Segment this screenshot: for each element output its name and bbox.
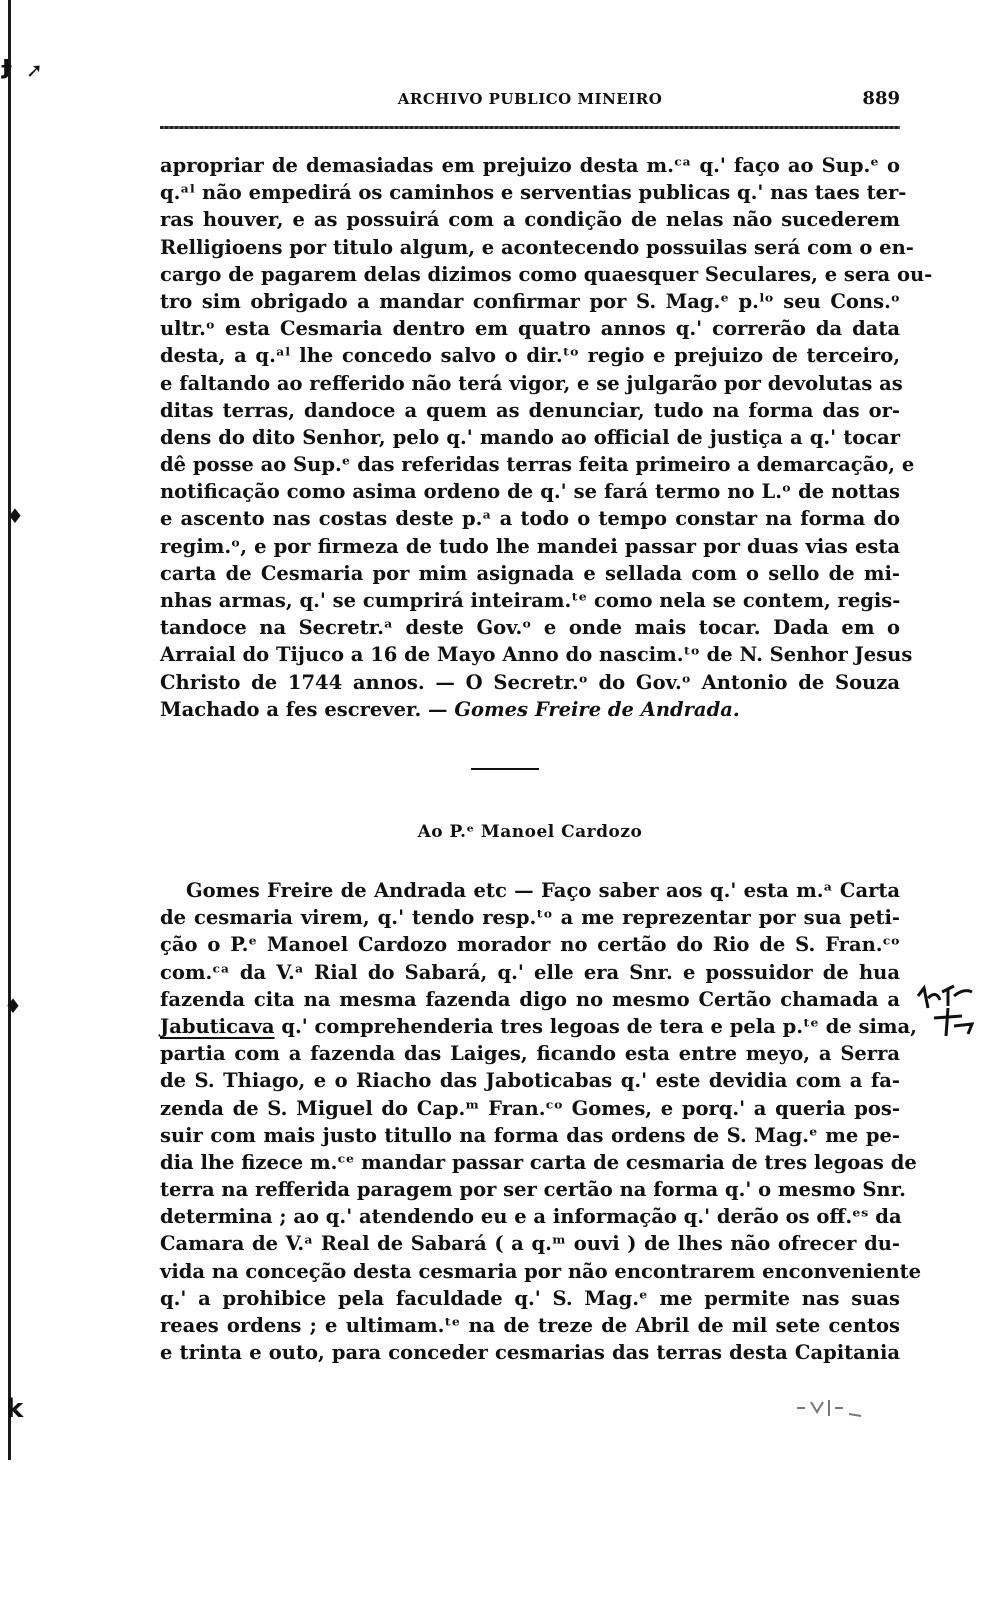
text-line: desta, a q.ᵃˡ lhe concedo salvo o dir.ᵗᵒ regio e prejuizo de terceiro, [160,344,900,368]
text-line: ção o P.ᵉ Manoel Cardozo morador no certão do Rio de S. Fran.ᶜᵒ [160,933,900,957]
section-divider [471,768,539,770]
text-line: dens do dito Senhor, pelo q.' mando ao official de justiça a q.' tocar [160,425,900,449]
section-title: Ao P.ᵉ Manoel Cardozo [417,822,643,842]
edge-mark-arrow: ➚ [26,58,43,82]
text-line: fazenda cita na mesma fazenda digo no mesmo Certão chamada a [160,987,900,1011]
text-line: tro sim obrigado a mandar confirmar por S. Mag.ᵉ p.ˡᵒ seu Cons.ᵒ [160,289,900,313]
text-line: e faltando ao refferido não terá vigor, e se julgarão por devolutas as [160,371,903,395]
text-line: ditas terras, dandoce a quem as denunciar, tudo na forma das or- [160,398,900,422]
text-line: regim.ᵒ, e por firmeza de tudo lhe mandei passar por duas vias esta [160,534,900,558]
text-line: zenda de S. Miguel do Cap.ᵐ Fran.ᶜᵒ Gomes, e porq.' a queria pos- [160,1096,900,1120]
signature: Gomes Freire de Andrada. [454,697,740,721]
text-line: notificação como asima ordeno de q.' se fará termo no L.ᵒ de nottas [160,480,900,504]
edge-mark-middle: ♦ [6,504,24,528]
text-line: tandoce na Secretr.ᵃ deste Gov.ᵒ e onde mais tocar. Dada em o [160,616,900,640]
header-rule [160,126,900,129]
text-line: ultr.ᵒ esta Cesmaria dentro em quatro annos q.' correrão da data [160,317,900,341]
handwritten-margin-note [914,978,978,1042]
text-line: Christo de 1744 annos. — O Secretr.ᵒ do Gov.ᵒ Antonio de Souza [160,670,900,694]
text-line: cargo de pagarem delas dizimos como quaesquer Seculares, e sera ou- [160,262,933,286]
underlined-line-rest: q.' comprehenderia tres legoas de tera e pela p.ᵗᵉ de sima, [274,1014,917,1038]
text-line: e ascento nas costas deste p.ᵃ a todo o tempo constar na forma do [160,507,900,531]
text-line: suir com mais justo titullo na forma das ordens de S. Mag.ᵉ me pe- [160,1123,900,1147]
running-header [160,90,900,116]
text-line: partia com a fazenda das Laiges, ficando esta entre meyo, a Serra [160,1042,900,1066]
edge-mark-bottom: k [6,1394,24,1424]
text-line: dia lhe fizece m.ᶜᵉ mandar passar carta de cesmaria de tres legoas de [160,1150,917,1174]
section-first-line: Gomes Freire de Andrada etc — Faço saber aos q.' esta m.ᵃ Carta [186,879,900,902]
text-line: dê posse ao Sup.ᵉ das referidas terras feita primeiro a demarcação, e [160,453,915,477]
text-line: de S. Thiago, e o Riacho das Jaboticabas q.' este devidia com a fa- [160,1069,900,1093]
text-line-indented [160,877,900,904]
text-line-last [160,696,900,723]
text-line: vida na conceção desta cesmaria por não encontrarem enconveniente [160,1259,922,1283]
closing-text: Machado a fes escrever. — [160,697,448,721]
text-line: Arraial do Tijuco a 16 de Mayo Anno do nascim.ᵗᵒ de N. Senhor Jesus [160,643,913,667]
text-line: apropriar de demasiadas em prejuizo desta m.ᶜᵃ q.' faço ao Sup.ᵉ o [160,154,900,177]
page-edge-rule [8,0,11,1460]
text-line: ras houver, e as possuirá com a condição de nelas não sucederem [160,208,900,232]
text-line: nhas armas, q.' se cumprirá inteiram.ᵗᵉ como nela se contem, regis- [160,589,901,612]
text-line: Relligioens por titulo algum, e acontecendo possuilas será com o en- [160,235,914,259]
page-number: 889 [862,88,900,109]
archive-title: ARCHIVO PUBLICO MINEIRO [397,90,663,108]
section-paragraph [160,877,922,1366]
text-line: q.ᵃˡ não empedirá os caminhos e serventias publicas q.' nas taes ter- [160,181,907,205]
text-line: carta de Cesmaria por mim asignada e sellada com o sello de mi- [160,561,900,585]
text-line: com.ᶜᵃ da V.ᵃ Rial do Sabará, q.' elle era Snr. e possuidor de hua [160,960,900,984]
edge-mark-lower: ♦ [4,994,22,1018]
text-line: determina ; ao q.' atendendo eu e a informação q.' derão os off.ᵉˢ da [160,1205,902,1229]
text-line: q.' a prohibice pela faculdade q.' S. Mag.ᵉ me permite nas suas [160,1286,900,1310]
body-paragraph [160,152,933,723]
text-line: de cesmaria virem, q.' tendo resp.ᵗᵒ a me reprezentar por sua peti- [160,906,900,930]
edge-mark-top: ɟ [2,50,11,80]
text-line: reaes ordens ; e ultimam.ᵗᵉ na de treze de Abril de mil sete centos [160,1314,900,1337]
text-line-underlined [160,1013,917,1040]
text-line: terra na refferida paragem por ser certão na forma q.' o mesmo Snr. [160,1178,906,1202]
text-line: e trinta e outo, para conceder cesmarias das terras desta Capitania [160,1341,900,1365]
faint-scribble [795,1396,865,1420]
underlined-place-name: Jabuticava [160,1014,275,1038]
text-line: Camara de V.ᵃ Real de Sabará ( a q.ᵐ ouvi ) de lhes não ofrecer du- [160,1232,900,1256]
